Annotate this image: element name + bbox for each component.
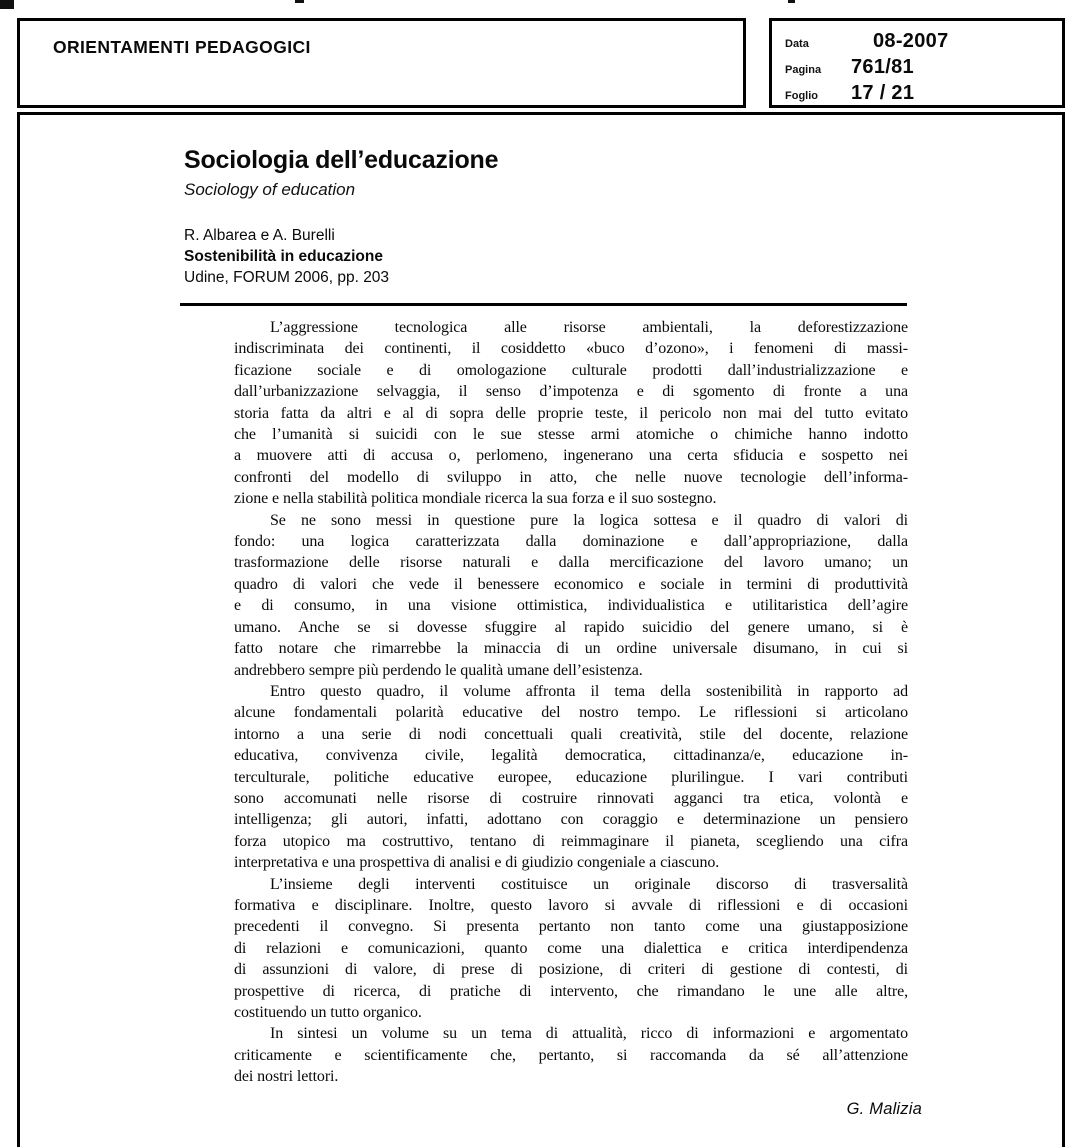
body-line: criticamente e scientificamente che, pertanto, si raccomanda da sé all’attenzione <box>234 1046 908 1064</box>
body-line: confronti del modello di sviluppo in atto, che nelle nuove tecnologie dell’informa- <box>234 468 908 486</box>
meta-row-date <box>785 30 1062 53</box>
body-line: storia fatta da altri e al di sopra delle proprie teste, il pericolo non mai del tutto evitato <box>234 404 908 422</box>
body-line: zione e nella stabilità politica mondiale ricerca la sua forza e il suo sostegno. <box>234 490 717 508</box>
sheet-label: Foglio <box>785 90 818 102</box>
reviewer-signature: G. Malizia <box>846 1099 922 1118</box>
body-line: trasformazione delle risorse naturali e dalla mercificazione del lavoro umano; un <box>234 554 908 572</box>
book-authors: R. Albarea e A. Burelli <box>184 227 335 244</box>
title-block <box>184 146 904 287</box>
review-body <box>234 317 922 1120</box>
body-line: educativa, convivenza civile, legalità democratica, cittadinanza/e, educazione in- <box>234 747 908 765</box>
body-line: che l’umanità si suicidi con le sue stesse armi atomiche o chimiche hanno indotto <box>234 426 908 444</box>
sheet-value: 17 / 21 <box>851 82 915 104</box>
body-line: L’insieme degli interventi costituisce un originale discorso di trasversalità <box>270 875 908 893</box>
section-subtitle: Sociology of education <box>184 180 356 199</box>
scan-artifact <box>0 0 14 9</box>
body-line: intelligenza; gli autori, infatti, adottano con coraggio e determinazione un pensiero <box>234 811 908 829</box>
body-line: terculturale, politiche educative europee, educazione plurilingue. I vari contributi <box>234 768 908 786</box>
body-line: costituendo un tutto organico. <box>234 1004 422 1021</box>
horizontal-rule <box>180 303 907 306</box>
body-line: quadro di valori che vede il benessere economico e sociale in termini di produttività <box>234 575 908 593</box>
body-line: sono accomunati nelle risorse di costruire rinnovati agganci tra etica, volontà e <box>234 789 908 807</box>
body-line: L’aggressione tecnologica alle risorse ambientali, la deforestizzazione <box>270 319 908 336</box>
page-value: 761/81 <box>851 56 914 78</box>
section-title: Sociologia dell’educazione <box>184 146 499 174</box>
body-line: e di consumo, in una visione ottimistica, individualistica e utilitaristica dell’agire <box>234 597 908 615</box>
body-line: precedenti il convegno. Si presenta pertanto non tanto come una giustapposizione <box>234 918 908 936</box>
body-line: di assunzioni di valore, di prese di posizione, di criteri di gestione di contesti, di <box>234 961 908 979</box>
body-line: intorno a una serie di nodi concettuali quali creatività, stile del docente, relazione <box>234 725 908 743</box>
body-line: umano. Anche se si dovesse sfuggire al rapido suicidio del genere umano, si è <box>234 618 908 636</box>
meta-row-sheet <box>785 82 1062 105</box>
body-line: fatto notare che rimarrebbe la minaccia di un ordine universale disumano, in cui si <box>234 640 908 658</box>
body-line: a muovere atti di accusa o, perlomeno, ingenerano una certa sfiducia e sospetto nei <box>234 447 908 465</box>
body-line: andrebbero sempre più perdendo le qualità umane dell’esistenza. <box>234 661 643 679</box>
meta-row-page <box>785 56 1062 79</box>
body-line: ficazione sociale e di omologazione culturale prodotti dall’industrializzazione e <box>234 361 908 379</box>
body-line: dei nostri lettori. <box>234 1068 339 1086</box>
date-label: Data <box>785 38 809 50</box>
body-line: In sintesi un volume su un tema di attualità, ricco di informazioni e argomentato <box>270 1025 908 1043</box>
masthead-box <box>17 18 746 108</box>
date-value: 08-2007 <box>873 30 949 52</box>
body-line: indiscriminata dei continenti, il cosiddetto «buco d’ozono», i fenomeni di massi- <box>234 340 908 358</box>
publication-name: ORIENTAMENTI PEDAGOGICI <box>53 37 311 57</box>
body-line: dall’urbanizzazione selvaggia, il senso d’impotenza e di sgomento di fronte a una <box>234 383 908 401</box>
scan-artifact <box>295 0 304 3</box>
book-title: Sostenibilità in educazione <box>184 248 383 265</box>
body-line: forza utopico ma costruttivo, tentano di reimmaginare il pianeta, scegliendo una cifra <box>234 832 908 850</box>
page-label: Pagina <box>785 64 822 76</box>
body-line: Entro questo quadro, il volume affronta il tema della sostenibilità in rapporto ad <box>270 682 908 700</box>
body-line: formativa e disciplinare. Inoltre, questo lavoro si avvale di riflessioni e di occasioni <box>234 896 908 914</box>
publication-info: Udine, FORUM 2006, pp. 203 <box>184 269 390 286</box>
body-line: interpretativa e una prospettiva di analisi e di giudizio congeniale a ciascuno. <box>234 854 720 872</box>
scan-artifact <box>788 0 795 3</box>
body-line: fondo: una logica caratterizzata dalla dominazione e dall’appropriazione, dalla <box>234 533 908 551</box>
body-line: Se ne sono messi in questione pure la logica sottesa e il quadro di valori di <box>270 511 908 529</box>
body-line: prospettive di ricerca, di pratiche di intervento, che rimandano le une alle altre, <box>234 982 908 1000</box>
issue-info-box <box>769 18 1065 108</box>
body-line: alcune fondamentali polarità educative del nostro tempo. Le riflessioni si articolano <box>234 704 908 722</box>
body-line: di relazioni e comunicazioni, quanto come una dialettica e critica interdipendenza <box>234 939 908 957</box>
